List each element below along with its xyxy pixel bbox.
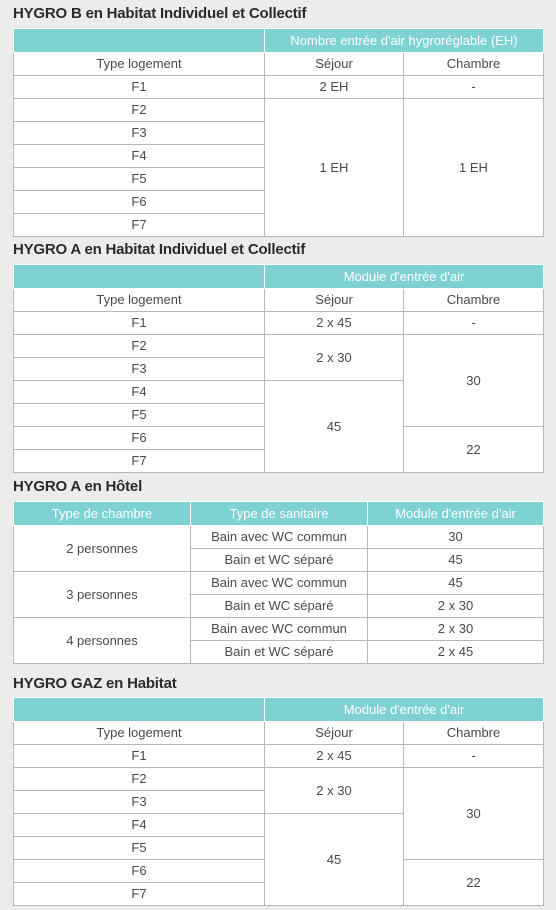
- module-value: 2 x 30: [368, 595, 544, 618]
- sanitaire-type: Bain et WC séparé: [191, 641, 368, 664]
- sanitaire-type: Bain avec WC commun: [191, 526, 368, 549]
- type-f3: F3: [14, 358, 265, 381]
- section-title-hygro-gaz: HYGRO GAZ en Habitat: [13, 675, 177, 692]
- table-hygro-a-hotel: [13, 501, 544, 664]
- header-blank-cell: [14, 698, 265, 722]
- col-chambre: Chambre: [404, 722, 544, 745]
- sejour-value: 2 x 30: [265, 768, 404, 814]
- module-value: 45: [368, 572, 544, 595]
- type-f6: F6: [14, 191, 265, 214]
- section-title-hygro-b: HYGRO B en Habitat Individuel et Collectif: [13, 5, 307, 22]
- header-blank-cell: [14, 29, 265, 53]
- type-f3: F3: [14, 122, 265, 145]
- header-module-entree-air: Module d'entrée d'air: [368, 502, 544, 526]
- chambre-value: -: [404, 745, 544, 768]
- section-title-hygro-a-hotel: HYGRO A en Hôtel: [13, 478, 143, 495]
- chambre-value: 30: [404, 335, 544, 427]
- sejour-value: 2 x 45: [265, 745, 404, 768]
- header-type-sanitaire: Type de sanitaire: [191, 502, 368, 526]
- header-module-entree-air: Module d'entrée d'air: [265, 265, 544, 289]
- type-f6: F6: [14, 860, 265, 883]
- header-nombre-eh: Nombre entrée d'air hygroréglable (EH): [265, 29, 544, 53]
- room-type: 3 personnes: [14, 572, 191, 618]
- type-f2: F2: [14, 99, 265, 122]
- header-module-entree-air: Module d'entrée d'air: [265, 698, 544, 722]
- col-type-logement: Type logement: [14, 53, 265, 76]
- sanitaire-type: Bain avec WC commun: [191, 572, 368, 595]
- module-value: 2 x 45: [368, 641, 544, 664]
- type-f4: F4: [14, 145, 265, 168]
- chambre-value: 22: [404, 860, 544, 906]
- sanitaire-type: Bain et WC séparé: [191, 549, 368, 572]
- table-hygro-gaz: [13, 697, 544, 906]
- chambre-value: 30: [404, 768, 544, 860]
- header-blank-cell: [14, 265, 265, 289]
- type-f5: F5: [14, 837, 265, 860]
- type-f4: F4: [14, 381, 265, 404]
- type-f1: F1: [14, 312, 265, 335]
- col-sejour: Séjour: [265, 722, 404, 745]
- sejour-value: 1 EH: [265, 99, 404, 237]
- chambre-value: 1 EH: [404, 99, 544, 237]
- type-f6: F6: [14, 427, 265, 450]
- type-f4: F4: [14, 814, 265, 837]
- type-f2: F2: [14, 768, 265, 791]
- col-type-logement: Type logement: [14, 722, 265, 745]
- header-type-chambre: Type de chambre: [14, 502, 191, 526]
- sejour-value: 2 x 45: [265, 312, 404, 335]
- col-chambre: Chambre: [404, 53, 544, 76]
- chambre-value: -: [404, 76, 544, 99]
- module-value: 2 x 30: [368, 618, 544, 641]
- type-f5: F5: [14, 404, 265, 427]
- col-sejour: Séjour: [265, 289, 404, 312]
- room-type: 2 personnes: [14, 526, 191, 572]
- sejour-value: 45: [265, 814, 404, 906]
- type-f1: F1: [14, 76, 265, 99]
- col-chambre: Chambre: [404, 289, 544, 312]
- type-f7: F7: [14, 450, 265, 473]
- sanitaire-type: Bain avec WC commun: [191, 618, 368, 641]
- sejour-value: 2 EH: [265, 76, 404, 99]
- type-f5: F5: [14, 168, 265, 191]
- type-f7: F7: [14, 883, 265, 906]
- type-f3: F3: [14, 791, 265, 814]
- room-type: 4 personnes: [14, 618, 191, 664]
- sanitaire-type: Bain et WC séparé: [191, 595, 368, 618]
- col-sejour: Séjour: [265, 53, 404, 76]
- sejour-value: 2 x 30: [265, 335, 404, 381]
- col-type-logement: Type logement: [14, 289, 265, 312]
- type-f1: F1: [14, 745, 265, 768]
- type-f2: F2: [14, 335, 265, 358]
- chambre-value: 22: [404, 427, 544, 473]
- type-f7: F7: [14, 214, 265, 237]
- module-value: 45: [368, 549, 544, 572]
- table-hygro-b: [13, 28, 544, 237]
- chambre-value: -: [404, 312, 544, 335]
- table-hygro-a-habitat: [13, 264, 544, 473]
- sejour-value: 45: [265, 381, 404, 473]
- module-value: 30: [368, 526, 544, 549]
- section-title-hygro-a-habitat: HYGRO A en Habitat Individuel et Collectif: [13, 241, 306, 258]
